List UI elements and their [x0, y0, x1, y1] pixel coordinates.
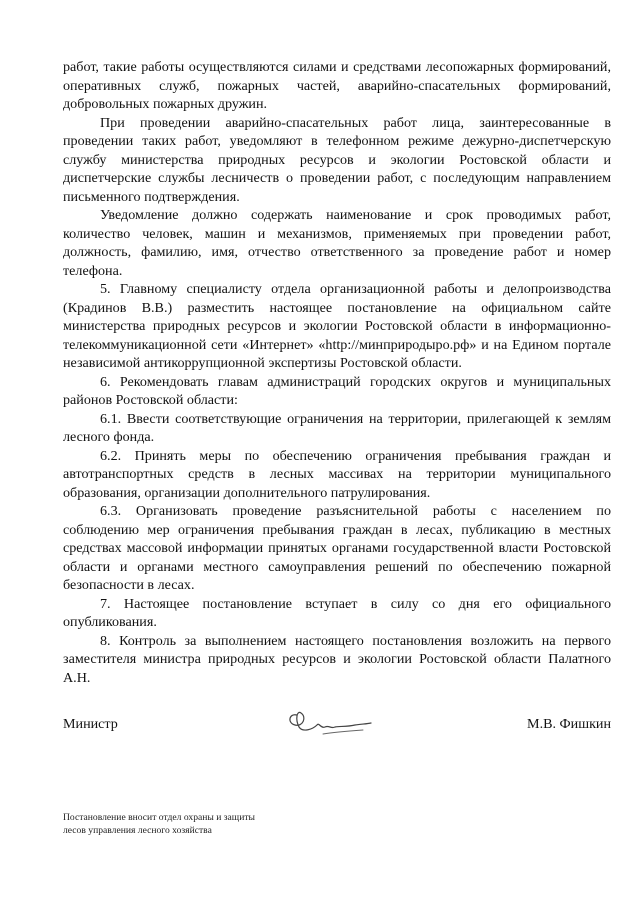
footnote [63, 812, 323, 837]
paragraph-item-7: 7. Настоящее постановление вступает в силу со дня его официального опубликования. [63, 595, 611, 630]
paragraph-item-5: 5. Главному специалисту отдела организационной работы и делопроизводства (Крадинов В.В.) разместить настоящее постановление на официальном сайте министерства природных ресурсов и экологии Ростовской области в информационно-телекоммуникационной сети «Интернет» «http://минприродыро.рф» и на Едином портале независимой антикоррупционной экспертизы Ростовской области. [63, 281, 611, 371]
document-body [63, 58, 611, 687]
footnote-line-2: лесов управления лесного хозяйства [63, 824, 212, 836]
paragraph-item-6-2: 6.2. Принять меры по обеспечению ограничения пребывания граждан и автотранспортных средств в лесных массивах на территории муниципального образования, организации дополнительного патрулирования. [63, 447, 611, 501]
paragraph-notification-content: Уведомление должно содержать наименование и срок проводимых работ, количество человек, машин и механизмов, применяемых при проведении работ, должность, фамилию, имя, отчество ответственного за проведение работ и номер телефона. [63, 207, 611, 279]
paragraph-item-6-3: 6.3. Организовать проведение разъяснительной работы с населением по соблюдению мер ограничения пребывания граждан в лесах, публикацию в местных средствах массовой информации принятых органами государственной власти Ростовской области и органами местного самоуправления решений по обеспечению пожарной безопасности в лесах. [63, 503, 611, 593]
paragraph-continuation: работ, такие работы осуществляются силами и средствами лесопожарных формирований, оперативных служб, пожарных частей, аварийно-спасательных формирований, добровольных пожарных дружин. [63, 59, 611, 112]
paragraph-item-6-1: 6.1. Ввести соответствующие ограничения на территории, прилегающей к землям лесного фонда. [63, 410, 611, 445]
footnote-line-1: Постановление вносит отдел охраны и защиты [63, 812, 255, 823]
paragraph-item-6: 6. Рекомендовать главам администраций городских округов и муниципальных районов Ростовской области: [63, 373, 611, 408]
paragraph-notification-procedure: При проведении аварийно-спасательных работ лица, заинтересованные в проведении таких работ, уведомляют в телефонном режиме дежурно-диспетчерскую службу министерства природных ресурсов и экологии Ростовской области и диспетчерские службы лесничеств о проведении работ, с последующим направлением письменного подтверждения. [63, 114, 611, 205]
signatory-title: Министр [63, 716, 118, 732]
signatory-name: М.В. Фишкин [527, 716, 611, 732]
paragraph-item-8: 8. Контроль за выполнением настоящего постановления возложить на первого заместителя министра природных ресурсов и экологии Ростовской области Палатного А.Н. [63, 632, 611, 686]
signature-block [63, 705, 611, 745]
handwritten-signature [283, 705, 373, 741]
